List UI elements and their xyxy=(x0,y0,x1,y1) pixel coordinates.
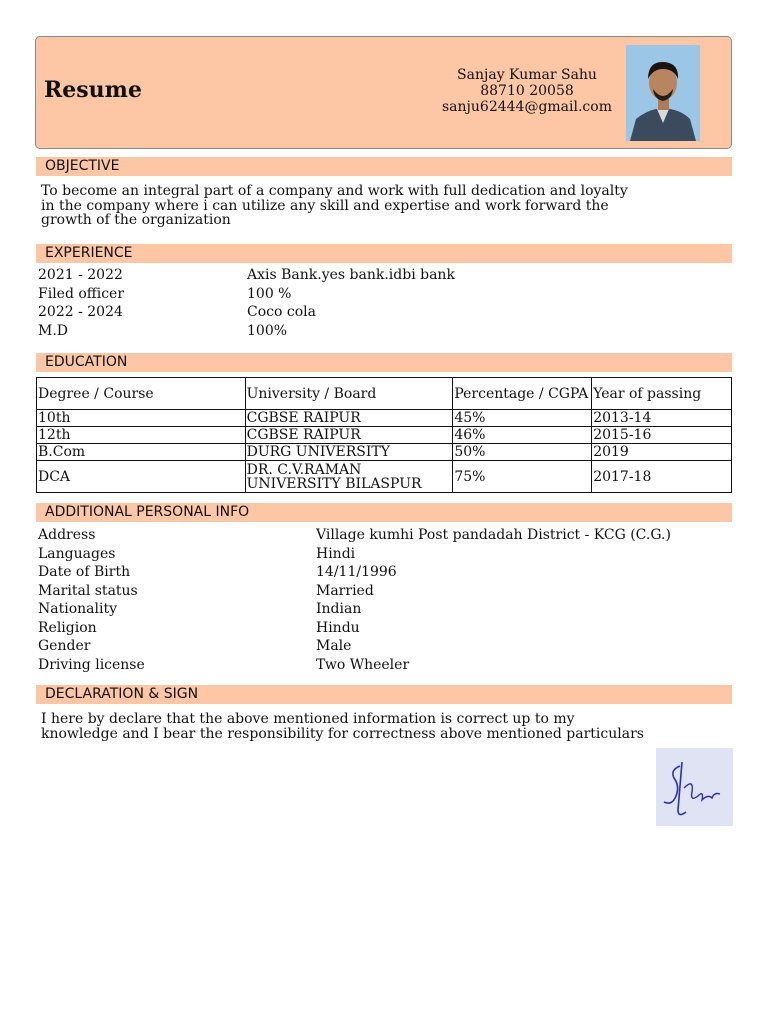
table-cell: 2013-14 xyxy=(592,410,732,427)
personal-value: Hindi xyxy=(316,545,356,562)
personal-row xyxy=(38,637,671,656)
column-header: Degree / Course xyxy=(37,378,246,410)
personal-row xyxy=(38,582,671,601)
table-cell: DCA xyxy=(37,461,246,493)
personal-row xyxy=(38,563,671,582)
personal-value: 14/11/1996 xyxy=(316,564,397,580)
table-cell: DR. C.V.RAMAN UNIVERSITY BILASPUR xyxy=(245,461,453,493)
experience-value: 100 % xyxy=(247,285,292,302)
personal-label: Nationality xyxy=(38,601,117,617)
table-cell: 2015-16 xyxy=(592,427,732,444)
experience-row xyxy=(38,303,455,322)
personal-value: Village kumhi Post pandadah District - KCG (C.G.) xyxy=(316,527,671,543)
declaration-heading: DECLARATION & SIGN xyxy=(36,685,732,704)
resume-title: Resume xyxy=(44,77,142,103)
column-header: Percentage / CGPA xyxy=(453,378,592,410)
table-cell: 12th xyxy=(37,427,246,444)
education-heading: EDUCATION xyxy=(36,353,732,372)
objective-line: To become an integral part of a company and work with full dedication and loyalty xyxy=(41,183,628,199)
personal-label: Marital status xyxy=(38,582,138,599)
candidate-email: sanju62444@gmail.com xyxy=(442,99,612,115)
table-cell: 75% xyxy=(453,461,592,493)
objective-line: growth of the organization xyxy=(41,212,231,228)
objective-line: in the company where i can utilize any skill and expertise and work forward the xyxy=(41,197,609,214)
table-cell: 2019 xyxy=(592,444,732,461)
experience-list xyxy=(38,266,455,340)
experience-row xyxy=(38,322,455,341)
profile-photo xyxy=(626,45,700,141)
declaration-line: I here by declare that the above mentioned information is correct up to my xyxy=(41,711,575,727)
declaration-text xyxy=(41,712,731,741)
personal-row xyxy=(38,656,671,675)
resume-header xyxy=(35,36,732,149)
personal-value: Male xyxy=(316,638,352,654)
personal-row xyxy=(38,619,671,638)
personal-label: Address xyxy=(38,527,96,543)
personal-value: Married xyxy=(316,582,374,599)
experience-label: 2021 - 2022 xyxy=(38,267,123,283)
objective-heading: OBJECTIVE xyxy=(36,157,732,176)
table-cell: DURG UNIVERSITY xyxy=(245,444,453,461)
personal-info-heading: ADDITIONAL PERSONAL INFO xyxy=(36,503,732,522)
table-cell: 2017-18 xyxy=(592,461,732,493)
candidate-name: Sanjay Kumar Sahu xyxy=(457,67,597,83)
person-photo-icon xyxy=(626,45,700,141)
personal-label: Religion xyxy=(38,619,97,636)
personal-value: Hindu xyxy=(316,619,360,636)
table-cell: 10th xyxy=(37,410,246,427)
personal-value: Indian xyxy=(316,601,362,617)
personal-label: Date of Birth xyxy=(38,564,131,580)
signature-icon xyxy=(656,748,733,826)
signature-image xyxy=(656,748,733,826)
personal-label: Driving license xyxy=(38,656,145,673)
education-header-row xyxy=(37,378,732,410)
table-cell: CGBSE RAIPUR xyxy=(245,427,453,444)
experience-label: 2022 - 2024 xyxy=(38,304,123,320)
column-header: Year of passing xyxy=(592,378,732,410)
table-row xyxy=(37,427,732,444)
experience-row xyxy=(38,285,455,304)
personal-value: Two Wheeler xyxy=(316,656,410,673)
table-cell: 45% xyxy=(453,410,592,427)
personal-row xyxy=(38,600,671,619)
table-row xyxy=(37,461,732,493)
table-row xyxy=(37,410,732,427)
declaration-line: knowledge and I bear the responsibility for correctness above mentioned particulars xyxy=(41,725,644,742)
table-cell: B.Com xyxy=(37,444,246,461)
table-cell: 50% xyxy=(453,444,592,461)
column-header: University / Board xyxy=(245,378,453,410)
objective-text xyxy=(41,184,731,228)
candidate-phone: 88710 20058 xyxy=(480,83,574,99)
table-cell: CGBSE RAIPUR xyxy=(245,410,453,427)
personal-row xyxy=(38,526,671,545)
experience-value: Coco cola xyxy=(247,304,316,320)
personal-row xyxy=(38,545,671,564)
table-cell: 46% xyxy=(453,427,592,444)
experience-label: M.D xyxy=(38,322,69,339)
experience-value: Axis Bank.yes bank.idbi bank xyxy=(247,267,455,283)
table-row xyxy=(37,444,732,461)
personal-label: Languages xyxy=(38,545,116,562)
contact-block xyxy=(432,67,622,115)
personal-info-list xyxy=(38,526,671,674)
experience-label: Filed officer xyxy=(38,285,125,302)
personal-label: Gender xyxy=(38,638,91,654)
education-table xyxy=(36,377,732,493)
experience-row xyxy=(38,266,455,285)
experience-value: 100% xyxy=(247,322,288,339)
experience-heading: EXPERIENCE xyxy=(36,244,732,263)
